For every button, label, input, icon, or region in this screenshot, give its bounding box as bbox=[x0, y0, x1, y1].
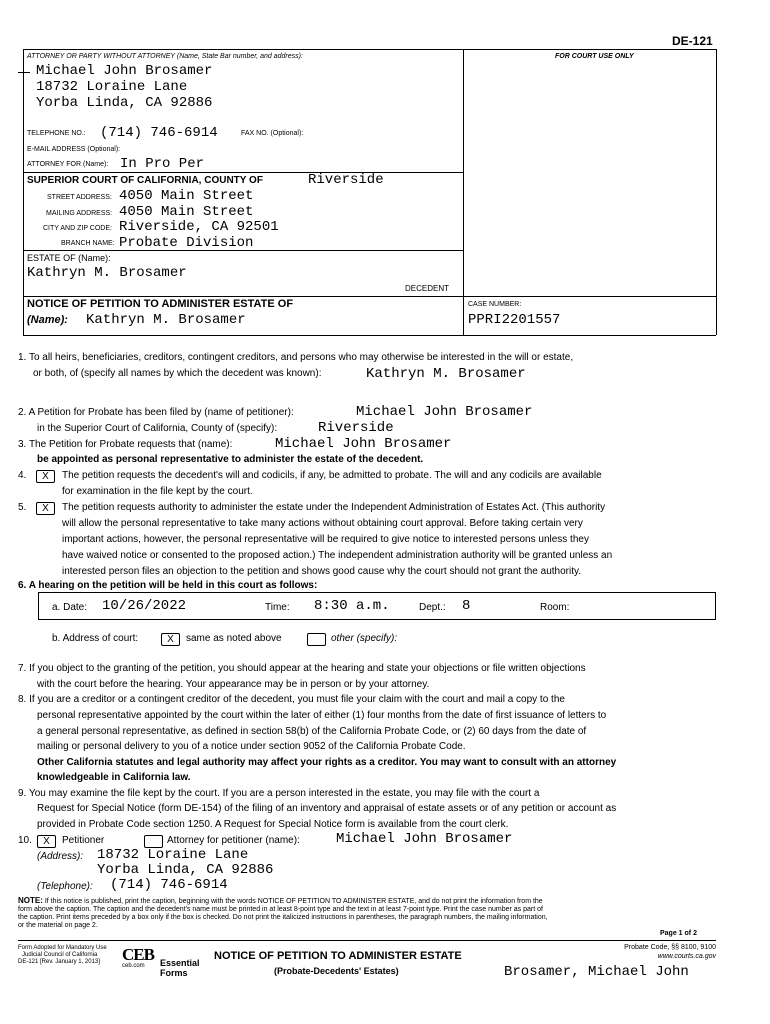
item-5-number: 5. bbox=[18, 502, 27, 513]
adopted-line-2: Judicial Council of California bbox=[22, 952, 98, 958]
decedent-label: DECEDENT bbox=[405, 284, 450, 293]
essential-forms-line-2: Forms bbox=[160, 968, 188, 978]
petitioner-checkbox[interactable]: X bbox=[37, 833, 56, 851]
caption-bottom-line bbox=[23, 335, 716, 336]
petitioner-label: Petitioner bbox=[62, 835, 105, 846]
item-5-line-b: will allow the personal representative to take many actions without obtaining court approval. Before taking certain very bbox=[62, 518, 583, 529]
page-number: Page 1 of 2 bbox=[660, 930, 697, 937]
item-8-line-a: 8. If you are a creditor or a contingent creditor of the decedent, you must file your claim with the court and mail a copy to the bbox=[18, 694, 565, 705]
item-3-line-b: be appointed as personal representative to administer the estate of the decedent. bbox=[37, 454, 424, 465]
hearing-dept-label: Dept.: bbox=[419, 602, 446, 613]
ceb-logo bbox=[122, 947, 154, 969]
attorney-for-value[interactable]: In Pro Per bbox=[120, 156, 205, 172]
note-line-3: the caption. Print items preceded by a box only if the box is checked. Do not print the italicized instructions in parentheses, the paragraph numbers, the mailing information, bbox=[18, 914, 548, 921]
attorney-for-petitioner-label: Attorney for petitioner (name): bbox=[167, 835, 300, 846]
item-1-value[interactable]: Kathryn M. Brosamer bbox=[366, 366, 526, 382]
footer-rule bbox=[18, 940, 716, 941]
fax-label: FAX NO. (Optional): bbox=[241, 130, 304, 137]
hearing-room-label: Room: bbox=[540, 602, 570, 613]
footer-subtitle: (Probate-Decedents' Estates) bbox=[274, 966, 399, 976]
item-4-checkbox[interactable]: X bbox=[36, 468, 55, 486]
item-9-line-a: 9. You may examine the file kept by the court. If you are a person interested in the estate, you may file with the court a bbox=[18, 788, 540, 799]
item-5-line-e: interested person files an objection to the petition and shows good cause why the court should not grant the authority. bbox=[62, 566, 582, 577]
item-4-number: 4. bbox=[18, 470, 27, 481]
court-street[interactable]: 4050 Main Street bbox=[119, 188, 254, 204]
item-5-line-d: have waived notice or consented to the proposed action.) The independent administration authority will be granted unless an bbox=[62, 550, 613, 561]
estate-name[interactable]: Kathryn M. Brosamer bbox=[27, 265, 187, 281]
item-2-county[interactable]: Riverside bbox=[318, 420, 394, 436]
item-8-line-b: personal representative appointed by the court within the later of either (1) four months from the date of first issuance of letters to bbox=[37, 710, 607, 721]
note-label: NOTE: bbox=[18, 896, 43, 905]
item-3-line-a: 3. The Petition for Probate requests that (name): bbox=[18, 439, 233, 450]
adoption-info bbox=[18, 945, 107, 966]
court-city[interactable]: Riverside, CA 92501 bbox=[119, 219, 279, 235]
item-5-checkbox[interactable]: X bbox=[36, 500, 55, 518]
caption-title: NOTICE OF PETITION TO ADMINISTER ESTATE OF bbox=[27, 298, 294, 310]
telephone-value[interactable]: (714) 746-6914 bbox=[110, 877, 228, 893]
item-8-line-c: a general personal representative, as defined in section 58(b) of the California Probate Code, or (2) 60 days from the date of bbox=[37, 726, 587, 737]
form-id: DE-121 bbox=[672, 34, 713, 48]
court-branch[interactable]: Probate Division bbox=[119, 235, 254, 251]
court-county[interactable]: Riverside bbox=[308, 172, 384, 188]
address-label: (Address): bbox=[37, 851, 84, 862]
middle-divider bbox=[463, 49, 464, 335]
attorney-name[interactable]: Michael John Brosamer bbox=[36, 63, 213, 79]
note-line-4: or the material on page 2. bbox=[18, 922, 98, 929]
hearing-time-label: Time: bbox=[265, 602, 290, 613]
courts-url: www.courts.ca.gov bbox=[657, 953, 716, 960]
ceb-logo-url: ceb.com bbox=[122, 963, 145, 969]
item-5-line-a: The petition requests authority to administer the estate under the Independent Administration of Estates Act. (This authority bbox=[62, 502, 606, 513]
item-9-line-b: Request for Special Notice (form DE-154) of the filing of an inventory and appraisal of estate assets or of any petition or account as bbox=[37, 803, 617, 814]
phone-value[interactable]: (714) 746-6914 bbox=[100, 125, 218, 141]
case-number[interactable]: PPRI2201557 bbox=[468, 312, 561, 328]
note-line-1: If this notice is published, print the caption, beginning with the words NOTICE OF PETITION TO ADMINISTER ESTATE, and do not print the information from the bbox=[44, 898, 543, 905]
ceb-logo-mark: CEB bbox=[122, 945, 154, 964]
address-line-2[interactable]: Yorba Linda, CA 92886 bbox=[97, 862, 274, 878]
item-9-line-c: provided in Probate Code section 1250. A Request for Special Notice form is available from the court clerk. bbox=[37, 819, 509, 830]
court-address-label: b. Address of court: bbox=[52, 633, 139, 644]
hearing-date-label: a. Date: bbox=[52, 602, 88, 613]
case-number-label: CASE NUMBER: bbox=[468, 301, 522, 308]
caption-left-border bbox=[23, 296, 24, 335]
item-3-value[interactable]: Michael John Brosamer bbox=[275, 436, 452, 452]
court-mailing[interactable]: 4050 Main Street bbox=[119, 204, 254, 220]
street-label: STREET ADDRESS: bbox=[47, 194, 112, 201]
mailing-label: MAILING ADDRESS: bbox=[46, 210, 113, 217]
other-address-text: other (specify): bbox=[331, 633, 398, 644]
hearing-dept[interactable]: 8 bbox=[462, 598, 471, 614]
adopted-line-1: Form Adopted for Mandatory Use bbox=[18, 945, 107, 951]
hearing-time[interactable]: 8:30 a.m. bbox=[314, 598, 390, 614]
other-address-checkbox[interactable] bbox=[307, 631, 326, 649]
essential-forms-logo bbox=[160, 958, 200, 978]
probate-code: Probate Code, §§ 8100, 9100 bbox=[624, 944, 716, 951]
phone-label: TELEPHONE NO.: bbox=[27, 130, 86, 137]
address-line-1[interactable]: 18732 Loraine Lane bbox=[97, 847, 249, 863]
footer-title: NOTICE OF PETITION TO ADMINISTER ESTATE bbox=[214, 950, 462, 962]
estate-bottom-line bbox=[23, 296, 716, 297]
item-2-line-a: 2. A Petition for Probate has been filed by (name of petitioner): bbox=[18, 407, 294, 418]
item-4-line-b: for examination in the file kept by the court. bbox=[62, 486, 253, 497]
top-border bbox=[23, 49, 716, 50]
essential-forms-line-1: Essential bbox=[160, 958, 200, 968]
attorney-street[interactable]: 18732 Loraine Lane bbox=[36, 79, 188, 95]
attorney-bottom-line bbox=[23, 172, 463, 173]
attorney-for-label: ATTORNEY FOR (Name): bbox=[27, 161, 109, 168]
caption-name-label: (Name): bbox=[27, 314, 68, 326]
footer-name: Brosamer, Michael John bbox=[504, 964, 689, 980]
telephone-label: (Telephone): bbox=[37, 881, 93, 892]
hearing-date[interactable]: 10/26/2022 bbox=[102, 598, 187, 614]
right-border bbox=[716, 49, 717, 335]
item-5-line-c: important actions, however, the personal representative will be required to give notice to interested persons unless they bbox=[62, 534, 589, 545]
item-7-line-a: 7. If you object to the granting of the petition, you should appear at the hearing and state your objections or file written objections bbox=[18, 663, 586, 674]
item-10-number: 10. bbox=[18, 835, 32, 846]
note-line-2: form above the caption. The caption and the decedent's name must be printed in at least 8-point type and the text in at least 7-point type. Print the case number as part of bbox=[18, 906, 543, 913]
court-title: SUPERIOR COURT OF CALIFORNIA, COUNTY OF bbox=[27, 175, 263, 186]
item-8-line-f: knowledgeable in California law. bbox=[37, 772, 191, 783]
item-1-line-a: 1. To all heirs, beneficiaries, creditors, contingent creditors, and persons who may otherwise be interested in the will or estate, bbox=[18, 352, 574, 363]
item-2-line-b: in the Superior Court of California, County of (specify): bbox=[37, 423, 278, 434]
branch-label: BRANCH NAME: bbox=[61, 240, 115, 247]
dash-mark bbox=[18, 72, 30, 73]
item-6-heading: 6. A hearing on the petition will be held in this court as follows: bbox=[18, 580, 318, 591]
item-7-line-b: with the court before the hearing. Your appearance may be in person or by your attorney. bbox=[37, 679, 430, 690]
item-1-line-b: or both, of (specify all names by which the decedent was known): bbox=[33, 368, 322, 379]
caption-name[interactable]: Kathryn M. Brosamer bbox=[86, 312, 246, 328]
item-8-line-d: mailing or personal delivery to you of a notice under section 9052 of the California Probate Code. bbox=[37, 741, 466, 752]
same-address-checkbox[interactable]: X bbox=[161, 631, 180, 649]
email-label: E-MAIL ADDRESS (Optional): bbox=[27, 146, 121, 153]
city-label: CITY AND ZIP CODE: bbox=[43, 225, 112, 232]
attorney-label: ATTORNEY OR PARTY WITHOUT ATTORNEY (Name, State Bar number, and address): bbox=[27, 53, 303, 60]
note-block bbox=[18, 897, 718, 930]
adopted-line-3: DE-121 [Rev. January 1, 2013] bbox=[18, 959, 100, 965]
item-2-value[interactable]: Michael John Brosamer bbox=[356, 404, 533, 420]
left-border bbox=[23, 49, 24, 298]
attorney-city[interactable]: Yorba Linda, CA 92886 bbox=[36, 95, 213, 111]
item-4-line-a: The petition requests the decedent's will and codicils, if any, be admitted to probate. The will and any codicils are available bbox=[62, 470, 602, 481]
same-address-text: same as noted above bbox=[186, 633, 282, 644]
item-10-value[interactable]: Michael John Brosamer bbox=[336, 831, 513, 847]
estate-label: ESTATE OF (Name): bbox=[27, 253, 111, 263]
item-8-line-e: Other California statutes and legal authority may affect your rights as a creditor. You may want to consult with an attorney bbox=[37, 757, 617, 768]
court-use-label: FOR COURT USE ONLY bbox=[555, 53, 634, 60]
